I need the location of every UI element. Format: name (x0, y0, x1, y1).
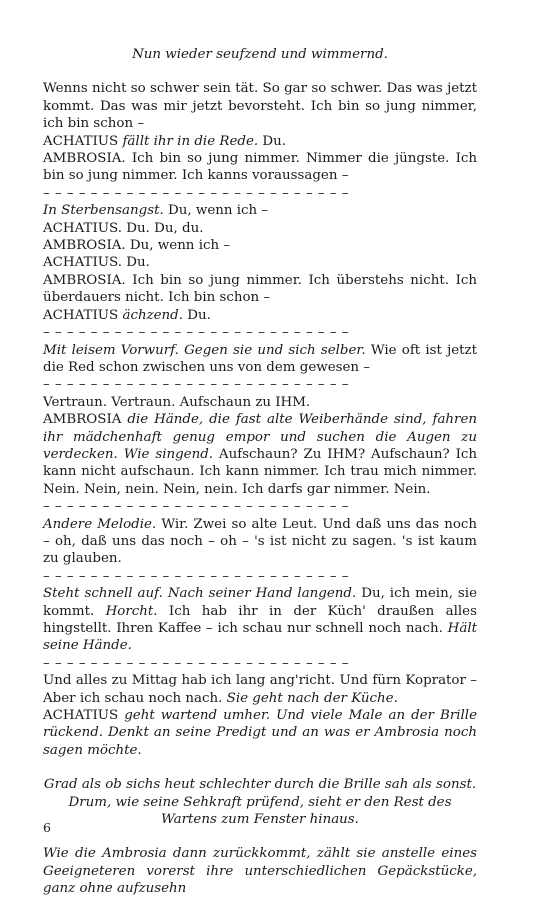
page-body (43, 46, 477, 898)
dialogue-paragraph: Mit leisem Vorwurf. Gegen sie und sich selber. Wie oft ist jetzt die Red schon zwischen uns von dem gewesen – (43, 342, 477, 375)
dialogue-paragraph: AMBROSIA die Hände, die fast alte Weiberhände sind, fahren ihr mädchenhaft genug empor und suchen die Augen zu verdecken. Wie singend. Aufschaun? Zu IHM? Aufschaun? Ich kann nicht aufschaun. Ich kann nimmer. Ich trau mich nimmer. Nein. Nein, nein. Nein, nein. Ich darfs gar nimmer. Nein. (43, 412, 478, 497)
dash-separator: – – – – – – – – – – – – – – – – – – – – – – – – – – (43, 377, 349, 393)
spacer (43, 759, 477, 776)
dash-separator: – – – – – – – – – – – – – – – – – – – – – – – – – – (43, 325, 349, 341)
dialogue-line: Vertraun. Vertraun. Aufschaun zu IHM. (43, 394, 311, 410)
dialogue-paragraph: AMBROSIA. Ich bin so jung nimmer. Nimmer die jüngste. Ich bin so jung nimmer. Ich kanns voraussagen – (43, 151, 477, 184)
dialogue-line: In Sterbensangst. Du, wenn ich – (43, 203, 269, 219)
page-number: 6 (43, 820, 51, 835)
stage-direction: Nun wieder seufzend und wimmernd. (132, 47, 388, 62)
dialogue-line: ACHATIUS. Du. Du, du. (43, 220, 204, 236)
stage-direction: Wie die Ambrosia dann zurückkommt, zählt sie anstelle eines Geeigneteren vorerst ihre unterschiedlichen Gepäckstücke, ganz ohne aufzusehn (43, 846, 477, 897)
dialogue-paragraph: Wenns nicht so schwer sein tät. So gar so schwer. Das was jetzt kommt. Das was mir jetzt bevorsteht. Ich bin so jung nimmer, ich bin schon – (43, 81, 477, 132)
dialogue-paragraph: Steht schnell auf. Nach seiner Hand langend. Du, ich mein, sie kommt. Horcht. Ich hab ihr in der Küch' draußen alles hingstellt. Ihren Kaffee – ich schau nur schnell noch nach. Hält seine Hände. (43, 586, 477, 654)
dialogue-paragraph: AMBROSIA. Ich bin so jung nimmer. Ich überstehs nicht. Ich überdauers nicht. Ich bin schon – (43, 272, 477, 306)
spacer (43, 828, 477, 845)
spacer (43, 63, 477, 80)
dash-separator: – – – – – – – – – – – – – – – – – – – – – – – – – – (43, 185, 349, 201)
dash-separator: – – – – – – – – – – – – – – – – – – – – – – – – – – (43, 499, 349, 515)
dialogue-paragraph: Andere Melodie. Wir. Zwei so alte Leut. Und daß uns das noch – oh, daß uns das noch – oh – 's ist nicht zu sagen. 's ist kaum zu glauben. (43, 516, 477, 567)
dialogue-paragraph: ACHATIUS geht wartend umher. Und viele Male an der Brille rückend. Denkt an seine Predigt und an was er Ambrosia noch sagen möchte. (43, 708, 478, 758)
dialogue-line: ACHATIUS. Du. (43, 255, 150, 271)
dialogue-line: ACHATIUS ächzend. Du. (43, 307, 211, 323)
dash-separator: – – – – – – – – – – – – – – – – – – – – – – – – – – (43, 568, 349, 584)
stage-direction: Grad als ob sichs heut schlechter durch die Brille sah als sonst. Drum, wie seine Sehkraft prüfend, sieht er den Rest des Wartens zum Fenster hinaus. (43, 777, 477, 828)
dialogue-paragraph: Und alles zu Mittag hab ich lang ang'richt. Und fürn Koprator – Aber ich schau noch nach. Sie geht nach der Küche. (43, 673, 477, 706)
dialogue-line: AMBROSIA. Du, wenn ich – (43, 238, 231, 254)
dialogue-line: ACHATIUS fällt ihr in die Rede. Du. (43, 133, 287, 149)
dash-separator: – – – – – – – – – – – – – – – – – – – – – – – – – – (43, 655, 349, 671)
